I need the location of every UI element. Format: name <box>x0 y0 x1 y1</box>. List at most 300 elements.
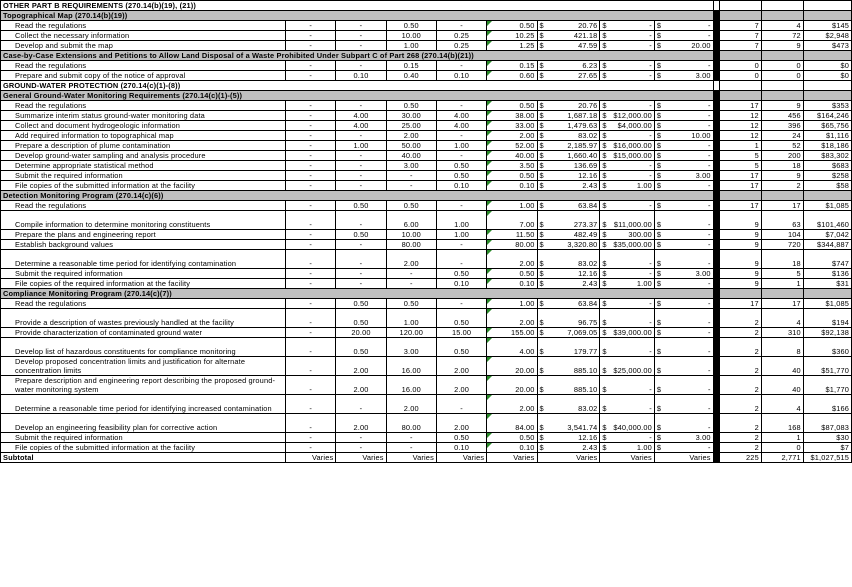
labor-cost <box>537 299 600 309</box>
capital-cost <box>600 41 654 51</box>
annual-burden: $0 <box>803 61 851 71</box>
annual-burden: $58 <box>803 181 851 191</box>
om-cost-wrap <box>657 241 711 249</box>
subtotal-cost: Varies <box>537 453 600 463</box>
annual-burden: $360 <box>803 338 851 357</box>
empty-cell <box>719 51 761 61</box>
annual-burden: $65,756 <box>803 121 851 131</box>
om-cost-value: 3.00 <box>695 71 711 80</box>
table-row <box>1 414 852 433</box>
empty-cell <box>719 289 761 299</box>
annual-burden: $353 <box>803 101 851 111</box>
labor-cost <box>537 181 600 191</box>
respondents: 2 <box>719 338 761 357</box>
technical-hours: 2.00 <box>386 250 436 269</box>
clerical-hours: - <box>436 240 486 250</box>
om-cost-wrap <box>657 182 711 190</box>
capital-cost-value: - <box>649 269 652 278</box>
technical-hours: 10.00 <box>386 31 436 41</box>
annual-hours: 24 <box>761 131 803 141</box>
respondents: 2 <box>719 309 761 328</box>
labor-cost-value: 136.69 <box>573 161 598 170</box>
labor-cost-wrap <box>540 202 598 210</box>
currency-symbol: $ <box>539 385 544 394</box>
labor-cost <box>537 395 600 414</box>
currency-symbol: $ <box>539 171 544 180</box>
task-name: File copies of the required information at the facility <box>1 279 286 289</box>
section-header: General Ground-Water Monitoring Requirements (270.14(c)(1)-(5)) <box>1 91 714 101</box>
currency-symbol: $ <box>539 151 544 160</box>
om-cost-wrap <box>657 405 711 413</box>
om-cost <box>654 279 713 289</box>
empty-cell <box>803 1 851 11</box>
currency-symbol: $ <box>656 299 662 308</box>
labor-cost <box>537 201 600 211</box>
labor-cost-value: 20.76 <box>578 101 598 110</box>
om-cost-value: 20.00 <box>691 41 711 50</box>
legal-hours: - <box>286 279 336 289</box>
currency-symbol: $ <box>656 279 662 288</box>
capital-cost <box>600 395 654 414</box>
labor-cost-value: 3,541.74 <box>567 423 598 432</box>
labor-cost-value: 7,069.05 <box>567 328 598 337</box>
currency-symbol: $ <box>656 385 662 394</box>
om-cost-value: - <box>708 347 711 356</box>
annual-burden: $145 <box>803 21 851 31</box>
task-name: Develop an engineering feasibility plan for corrective action <box>1 414 286 433</box>
respondents: 2 <box>719 328 761 338</box>
om-cost <box>654 181 713 191</box>
technical-hours: 120.00 <box>386 328 436 338</box>
respondents: 17 <box>719 201 761 211</box>
task-name: Develop ground-water sampling and analysis procedure <box>1 151 286 161</box>
labor-cost-value: 482.49 <box>573 230 598 239</box>
labor-cost-wrap <box>540 152 598 160</box>
legal-hours: - <box>286 414 336 433</box>
labor-cost <box>537 338 600 357</box>
currency-symbol: $ <box>656 151 662 160</box>
capital-cost <box>600 230 654 240</box>
technical-hours: 3.00 <box>386 338 436 357</box>
manager-hours: - <box>336 395 386 414</box>
annual-burden: $683 <box>803 161 851 171</box>
manager-hours: - <box>336 171 386 181</box>
labor-cost-wrap <box>540 162 598 170</box>
labor-cost-wrap <box>540 22 598 30</box>
om-cost <box>654 211 713 230</box>
technical-hours: 2.00 <box>386 131 436 141</box>
total-hours: 80.00 <box>487 240 537 250</box>
capital-cost-wrap <box>602 367 651 375</box>
capital-cost-value: - <box>649 101 652 110</box>
clerical-hours: 15.00 <box>436 328 486 338</box>
legal-hours: - <box>286 443 336 453</box>
capital-cost <box>600 309 654 328</box>
capital-cost-wrap <box>602 444 651 452</box>
section-header-row <box>1 51 852 61</box>
subtotal-c1: Varies <box>286 453 336 463</box>
clerical-hours: 0.50 <box>436 171 486 181</box>
total-hours: 84.00 <box>487 414 537 433</box>
section-header-row <box>1 191 852 201</box>
labor-cost <box>537 111 600 121</box>
currency-symbol: $ <box>656 21 662 30</box>
capital-cost <box>600 121 654 131</box>
om-cost-value: - <box>708 404 711 413</box>
clerical-hours: - <box>436 395 486 414</box>
total-hours: 2.00 <box>487 131 537 141</box>
clerical-hours: 0.10 <box>436 181 486 191</box>
om-cost-value: - <box>708 31 711 40</box>
annual-burden: $1,116 <box>803 131 851 141</box>
om-cost <box>654 21 713 31</box>
currency-symbol: $ <box>602 31 607 40</box>
table-row <box>1 201 852 211</box>
capital-cost-value: 1.00 <box>636 279 652 288</box>
clerical-hours: 0.50 <box>436 338 486 357</box>
currency-symbol: $ <box>539 347 544 356</box>
currency-symbol: $ <box>602 151 607 160</box>
manager-hours: - <box>336 31 386 41</box>
currency-symbol: $ <box>656 171 662 180</box>
currency-symbol: $ <box>602 181 607 190</box>
om-cost-value: 3.00 <box>695 269 711 278</box>
om-cost-value: - <box>708 151 711 160</box>
legal-hours: - <box>286 250 336 269</box>
labor-cost-wrap <box>540 221 598 229</box>
legal-hours: - <box>286 31 336 41</box>
om-cost <box>654 269 713 279</box>
table-row <box>1 395 852 414</box>
subtotal-total: Varies <box>487 453 537 463</box>
clerical-hours: 0.50 <box>436 269 486 279</box>
empty-cell <box>803 81 851 91</box>
currency-symbol: $ <box>539 328 544 337</box>
currency-symbol: $ <box>539 141 544 150</box>
legal-hours: - <box>286 141 336 151</box>
manager-hours: - <box>336 181 386 191</box>
annual-hours: 2 <box>761 181 803 191</box>
labor-cost <box>537 121 600 131</box>
currency-symbol: $ <box>602 259 607 268</box>
task-name: Prepare a description of plume contamination <box>1 141 286 151</box>
capital-cost-wrap <box>602 348 651 356</box>
total-hours: 2.00 <box>487 395 537 414</box>
manager-hours: - <box>336 61 386 71</box>
labor-cost <box>537 328 600 338</box>
annual-hours: 104 <box>761 230 803 240</box>
capital-cost-value: $16,000.00 <box>613 141 652 150</box>
currency-symbol: $ <box>656 366 662 375</box>
labor-cost <box>537 141 600 151</box>
technical-hours: 0.50 <box>386 299 436 309</box>
om-cost <box>654 240 713 250</box>
table-row <box>1 171 852 181</box>
manager-hours: - <box>336 131 386 141</box>
annual-hours: 72 <box>761 31 803 41</box>
annual-hours: 168 <box>761 414 803 433</box>
task-name: Determine a reasonable time period for identifying increased contamination <box>1 395 286 414</box>
annual-hours: 4 <box>761 21 803 31</box>
labor-cost <box>537 101 600 111</box>
manager-hours: 0.50 <box>336 230 386 240</box>
om-cost <box>654 309 713 328</box>
annual-burden: $164,246 <box>803 111 851 121</box>
capital-cost <box>600 357 654 376</box>
labor-cost-wrap <box>540 132 598 140</box>
currency-symbol: $ <box>539 121 544 130</box>
currency-symbol: $ <box>539 269 544 278</box>
table-row <box>1 309 852 328</box>
table-row <box>1 250 852 269</box>
capital-cost-wrap <box>602 386 651 394</box>
table-row <box>1 131 852 141</box>
annual-hours: 18 <box>761 161 803 171</box>
labor-cost-wrap <box>540 102 598 110</box>
om-cost-wrap <box>657 112 711 120</box>
technical-hours: 1.00 <box>386 309 436 328</box>
currency-symbol: $ <box>656 101 662 110</box>
capital-cost-wrap <box>602 142 651 150</box>
clerical-hours: - <box>436 61 486 71</box>
task-name: Develop list of hazardous constituents for compliance monitoring <box>1 338 286 357</box>
empty-cell <box>761 81 803 91</box>
capital-cost-wrap <box>602 241 651 249</box>
respondents: 9 <box>719 279 761 289</box>
annual-burden: $0 <box>803 71 851 81</box>
manager-hours: - <box>336 101 386 111</box>
clerical-hours: - <box>436 101 486 111</box>
currency-symbol: $ <box>602 101 607 110</box>
labor-cost <box>537 211 600 230</box>
labor-cost-wrap <box>540 182 598 190</box>
annual-burden: $1,085 <box>803 201 851 211</box>
clerical-hours: 2.00 <box>436 414 486 433</box>
labor-cost-wrap <box>540 122 598 130</box>
clerical-hours: 1.00 <box>436 141 486 151</box>
total-hours: 0.50 <box>487 433 537 443</box>
capital-cost <box>600 433 654 443</box>
om-cost-value: - <box>708 230 711 239</box>
labor-cost-wrap <box>540 386 598 394</box>
respondents: 17 <box>719 101 761 111</box>
currency-symbol: $ <box>539 404 544 413</box>
section-header: Case-by-Case Extensions and Petitions to Allow Land Disposal of a Waste Prohibited Under Subpart C of Part 268 (270.14(b)(21)) <box>1 51 714 61</box>
capital-cost-value: $12,000.00 <box>613 111 652 120</box>
om-cost-value: 10.00 <box>691 131 711 140</box>
annual-hours: 52 <box>761 141 803 151</box>
currency-symbol: $ <box>539 433 544 442</box>
labor-cost <box>537 433 600 443</box>
labor-cost-value: 421.18 <box>573 31 598 40</box>
om-cost-value: - <box>708 141 711 150</box>
capital-cost <box>600 181 654 191</box>
currency-symbol: $ <box>602 220 607 229</box>
capital-cost-wrap <box>602 182 651 190</box>
task-name: Read the regulations <box>1 61 286 71</box>
capital-cost-value: - <box>649 347 652 356</box>
empty-cell <box>803 191 851 201</box>
capital-cost-value: - <box>649 31 652 40</box>
annual-burden: $136 <box>803 269 851 279</box>
capital-cost-value: - <box>649 201 652 210</box>
om-cost-value: - <box>708 181 711 190</box>
manager-hours: - <box>336 240 386 250</box>
om-cost-value: - <box>708 443 711 452</box>
manager-hours: 20.00 <box>336 328 386 338</box>
table-row <box>1 101 852 111</box>
labor-cost-wrap <box>540 260 598 268</box>
om-cost-value: - <box>708 220 711 229</box>
respondents: 2 <box>719 357 761 376</box>
manager-hours: - <box>336 151 386 161</box>
task-name: Read the regulations <box>1 21 286 31</box>
table-body <box>1 1 852 463</box>
section-header-row <box>1 91 852 101</box>
labor-cost-value: 83.02 <box>578 404 598 413</box>
annual-hours: 4 <box>761 395 803 414</box>
om-cost-value: - <box>708 299 711 308</box>
task-name: Collect and document hydrogeologic information <box>1 121 286 131</box>
annual-hours: 9 <box>761 101 803 111</box>
labor-cost <box>537 443 600 453</box>
capital-cost <box>600 376 654 395</box>
om-cost-wrap <box>657 300 711 308</box>
labor-cost-value: 3,320.80 <box>567 240 598 249</box>
labor-cost <box>537 171 600 181</box>
capital-cost-wrap <box>602 202 651 210</box>
capital-cost <box>600 161 654 171</box>
labor-cost-value: 1,479.63 <box>567 121 598 130</box>
technical-hours: - <box>386 171 436 181</box>
technical-hours: 40.00 <box>386 151 436 161</box>
currency-symbol: $ <box>656 141 662 150</box>
capital-cost <box>600 269 654 279</box>
currency-symbol: $ <box>602 443 607 452</box>
table-row <box>1 443 852 453</box>
annual-burden: $473 <box>803 41 851 51</box>
legal-hours: - <box>286 131 336 141</box>
manager-hours: 0.10 <box>336 71 386 81</box>
currency-symbol: $ <box>539 131 544 140</box>
respondents: 17 <box>719 171 761 181</box>
capital-cost-value: 1.00 <box>636 443 652 452</box>
empty-cell <box>761 51 803 61</box>
section-header: Detection Monitoring Program (270.14(c)(6)) <box>1 191 714 201</box>
labor-cost <box>537 151 600 161</box>
subtotal-label: Subtotal <box>1 453 286 463</box>
labor-cost-wrap <box>540 300 598 308</box>
labor-cost-value: 6.23 <box>582 61 598 70</box>
technical-hours: - <box>386 443 436 453</box>
capital-cost-value: - <box>649 131 652 140</box>
annual-hours: 720 <box>761 240 803 250</box>
task-name: Prepare and submit copy of the notice of approval <box>1 71 286 81</box>
technical-hours: 2.00 <box>386 395 436 414</box>
currency-symbol: $ <box>656 61 662 70</box>
annual-hours: 8 <box>761 338 803 357</box>
om-cost-wrap <box>657 270 711 278</box>
currency-symbol: $ <box>656 240 662 249</box>
total-hours: 0.50 <box>487 171 537 181</box>
empty-cell <box>803 11 851 21</box>
capital-cost-value: $40,000.00 <box>613 423 652 432</box>
respondents: 5 <box>719 151 761 161</box>
clerical-hours: - <box>436 299 486 309</box>
respondents: 7 <box>719 41 761 51</box>
labor-cost-value: 47.59 <box>578 41 598 50</box>
annual-hours: 4 <box>761 309 803 328</box>
manager-hours: - <box>336 211 386 230</box>
labor-cost <box>537 414 600 433</box>
labor-cost-wrap <box>540 280 598 288</box>
manager-hours: - <box>336 161 386 171</box>
currency-symbol: $ <box>656 220 662 229</box>
om-cost <box>654 414 713 433</box>
currency-symbol: $ <box>602 433 607 442</box>
task-name: Submit the required information <box>1 171 286 181</box>
capital-cost-value: - <box>649 299 652 308</box>
capital-cost-wrap <box>602 260 651 268</box>
clerical-hours: - <box>436 131 486 141</box>
om-cost-wrap <box>657 280 711 288</box>
labor-cost-value: 885.10 <box>573 385 598 394</box>
manager-hours: - <box>336 443 386 453</box>
om-cost-wrap <box>657 319 711 327</box>
annual-burden: $747 <box>803 250 851 269</box>
legal-hours: - <box>286 433 336 443</box>
labor-cost-wrap <box>540 72 598 80</box>
currency-symbol: $ <box>539 101 544 110</box>
labor-cost-value: 2.43 <box>582 443 598 452</box>
currency-symbol: $ <box>539 111 544 120</box>
clerical-hours: 2.00 <box>436 357 486 376</box>
currency-symbol: $ <box>656 41 662 50</box>
legal-hours: - <box>286 357 336 376</box>
labor-cost-value: 273.37 <box>573 220 598 229</box>
labor-cost-value: 1,687.18 <box>567 111 598 120</box>
labor-cost-wrap <box>540 241 598 249</box>
task-name: Develop proposed concentration limits and justification for alternate concentration limits <box>1 357 286 376</box>
annual-burden: $7,042 <box>803 230 851 240</box>
legal-hours: - <box>286 121 336 131</box>
currency-symbol: $ <box>656 318 662 327</box>
legal-hours: - <box>286 338 336 357</box>
om-cost-value: - <box>708 161 711 170</box>
technical-hours: 16.00 <box>386 357 436 376</box>
labor-cost-value: 12.16 <box>578 269 598 278</box>
labor-cost-wrap <box>540 62 598 70</box>
currency-symbol: $ <box>602 161 607 170</box>
capital-cost <box>600 21 654 31</box>
om-cost <box>654 250 713 269</box>
table-row <box>1 299 852 309</box>
om-cost <box>654 151 713 161</box>
capital-cost-value: $15,000.00 <box>613 151 652 160</box>
currency-symbol: $ <box>602 230 607 239</box>
currency-symbol: $ <box>656 161 662 170</box>
clerical-hours: 0.10 <box>436 71 486 81</box>
labor-cost <box>537 309 600 328</box>
annual-hours: 200 <box>761 151 803 161</box>
om-cost-value: - <box>708 121 711 130</box>
capital-cost-value: - <box>649 61 652 70</box>
currency-symbol: $ <box>602 366 607 375</box>
manager-hours: - <box>336 250 386 269</box>
respondents: 12 <box>719 131 761 141</box>
capital-cost <box>600 250 654 269</box>
manager-hours: 4.00 <box>336 111 386 121</box>
